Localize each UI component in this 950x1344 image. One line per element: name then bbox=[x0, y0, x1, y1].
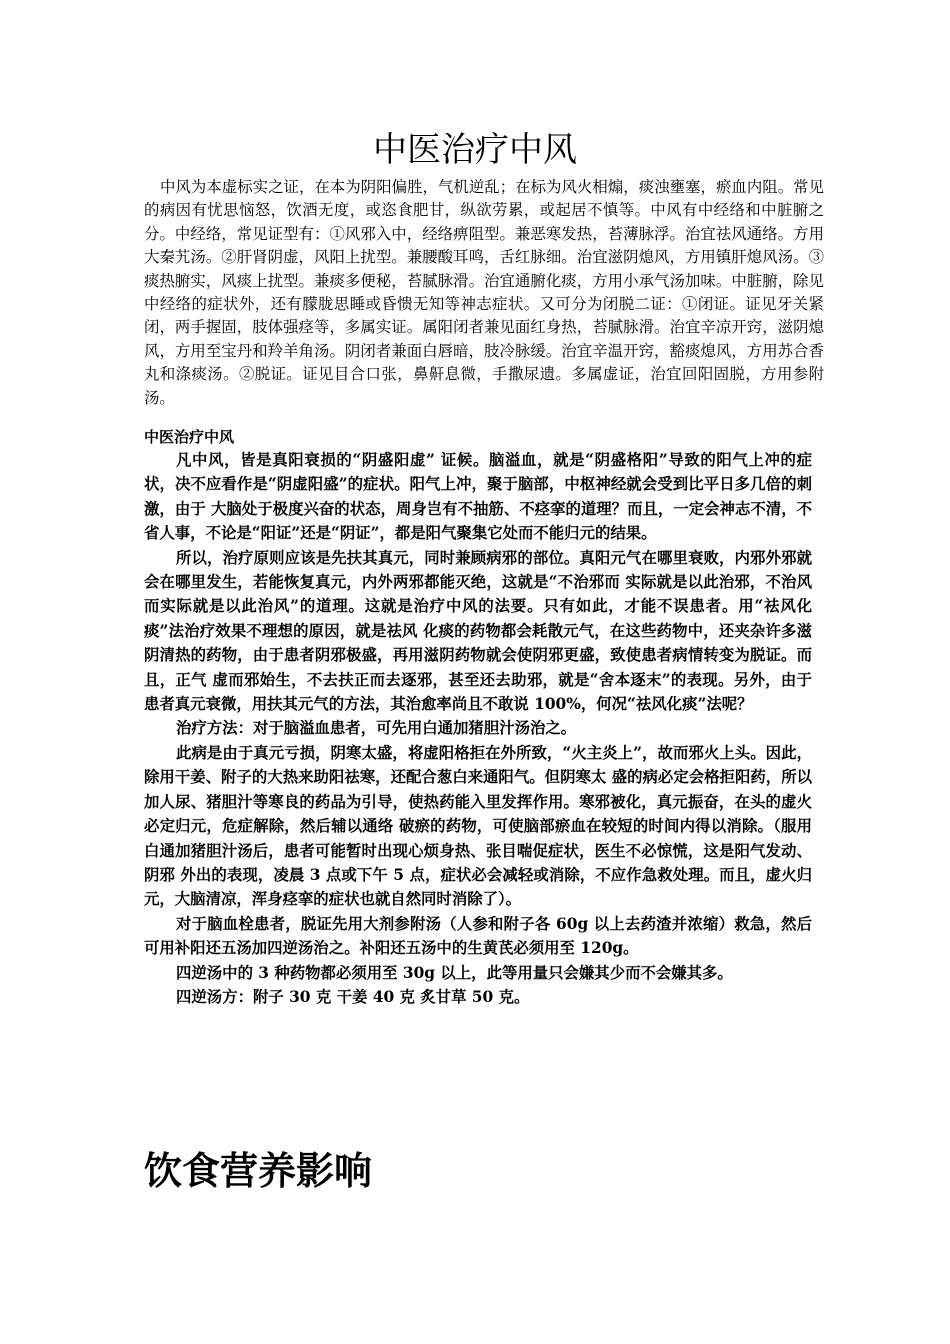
section-title: 饮食营养影响 bbox=[144, 1149, 373, 1193]
body-paragraph: 对于脑血栓患者，脱证先用大剂参附汤（人参和附子各 60g 以上去药渣并浓缩）救急，然后可用补阳还五汤加四逆汤治之。补阳还五汤中的生黄芪必须用至 120g。 bbox=[144, 914, 812, 958]
body-paragraph: 所以，治疗原则应该是先扶其真元，同时兼顾病邪的部位。真阳元气在哪里衰败，内邪外邪就会在哪里发生，若能恢复真元，内外两邪都能灭绝，这就是“不治邪而 实际就是以此治邪，不治风而实际就是以此治风”的道理。这就是治疗中风的法要。只有如此，才能不误患者。用“祛风化痰”法治疗效果不理想的原因，就是祛风 化痰的药物都会耗散元气，在这些药物中，还夹杂许多滋阴清热的药物，由于患者阴邪极盛，再用滋阴药物就会使阴邪更盛，致使患者病情转变为脱证。而且，正气 虚而邪始生，不去扶正而去逐邪，甚至还去助邪，就是“舍本逐末”的表现。另外，由于患者真元衰微，用扶其元气的方法，其治愈率尚且不敢说 100%，何况“祛风化痰”法呢？ bbox=[144, 548, 812, 714]
page-title: 中医治疗中风 bbox=[373, 130, 577, 170]
body-paragraph: 凡中风，皆是真阳衰损的“阴盛阳虚” 证候。脑溢血，就是“阴盛格阳”导致的阳气上冲的症状，决不应看作是“阴虚阳盛”的症状。阳气上冲，聚于脑部，中枢神经就会受到比平日多几倍的刺激，由于 大脑处于极度兴奋的状态，周身岂有不抽筋、不痉挛的道理？而且，一定会神志不清，不省人事，不论是“阳证”还是“阴证”，都是阳气聚集它处而不能归元的结果。 bbox=[144, 451, 812, 543]
body-paragraph: 四逆汤中的 3 种药物都必须用至 30g 以上，此等用量只会嫌其少而不会嫌其多。 bbox=[176, 963, 733, 982]
article-body bbox=[144, 448, 812, 1009]
subheading: 中医治疗中风 bbox=[144, 428, 235, 446]
intro-paragraph: 中风为本虚标实之证，在本为阴阳偏胜，气机逆乱；在标为风火相煽，痰浊壅塞，瘀血内阻。常见的病因有忧思恼怒，饮酒无度，或恣食肥甘，纵欲劳累，或起居不慎等。中风有中经络和中脏腑之分。中经络，常见证型有：①风邪入中，经络痹阻型。兼恶寒发热，苔薄脉浮。治宜祛风通络。方用大秦艽汤。②肝肾阴虚，风阳上扰型。兼腰酸耳鸣，舌红脉细。治宜滋阴熄风，方用镇肝熄风汤。③痰热腑实，风痰上扰型。兼痰多便秘，苔腻脉滑。治宜通腑化痰，方用小承气汤加味。中脏腑，除见中经络的症状外，还有朦胧思睡或昏愦无知等神志症状。又可分为闭脱二证：①闭证。证见牙关紧闭，两手握固，肢体强痉等，多属实证。属阳闭者兼见面红身热，苔腻脉滑。治宜辛凉开窍，滋阴熄风，方用至宝丹和羚羊角汤。阴闭者兼面白唇暗，肢冷脉缓。治宜辛温开窍，豁痰熄风，方用苏合香丸和涤痰汤。②脱证。证见目合口张，鼻鼾息微，手撒尿遗。多属虚证，治宜回阳固脱，方用参附汤。 bbox=[144, 178, 824, 407]
body-paragraph: 四逆汤方：附子 30 克 干姜 40 克 炙甘草 50 克。 bbox=[176, 987, 530, 1006]
body-paragraph: 此病是由于真元亏损，阴寒太盛，将虚阳格拒在外所致，“火主炎上”，故而邪火上头。因此，除用干姜、附子的大热来助阳祛寒，还配合葱白来通阳气。但阴寒太 盛的病必定会格拒阳药，所以加人尿、猪胆汁等寒良的药品为引导，使热药能入里发挥作用。寒邪被化，真元振奋，在头的虚火必定归元，危症解除，然后辅以通络 破瘀的药物，可使脑部瘀血在较短的时间内得以消除。（服用白通加猪胆汁汤后，患者可能暂时出现心烦身热、张目喘促症状，医生不必惊慌，这是阳气发动、阴邪 外出的表现，凌晨 3 点或下午 5 点，症状必会减轻或消除，不应作急救处理。而且，虚火归元，大脑清凉，浑身痉挛的症状也就自然同时消除了）。 bbox=[144, 743, 812, 909]
body-paragraph: 治疗方法：对于脑溢血患者，可先用白通加猪胆汁汤治之。 bbox=[176, 719, 577, 738]
